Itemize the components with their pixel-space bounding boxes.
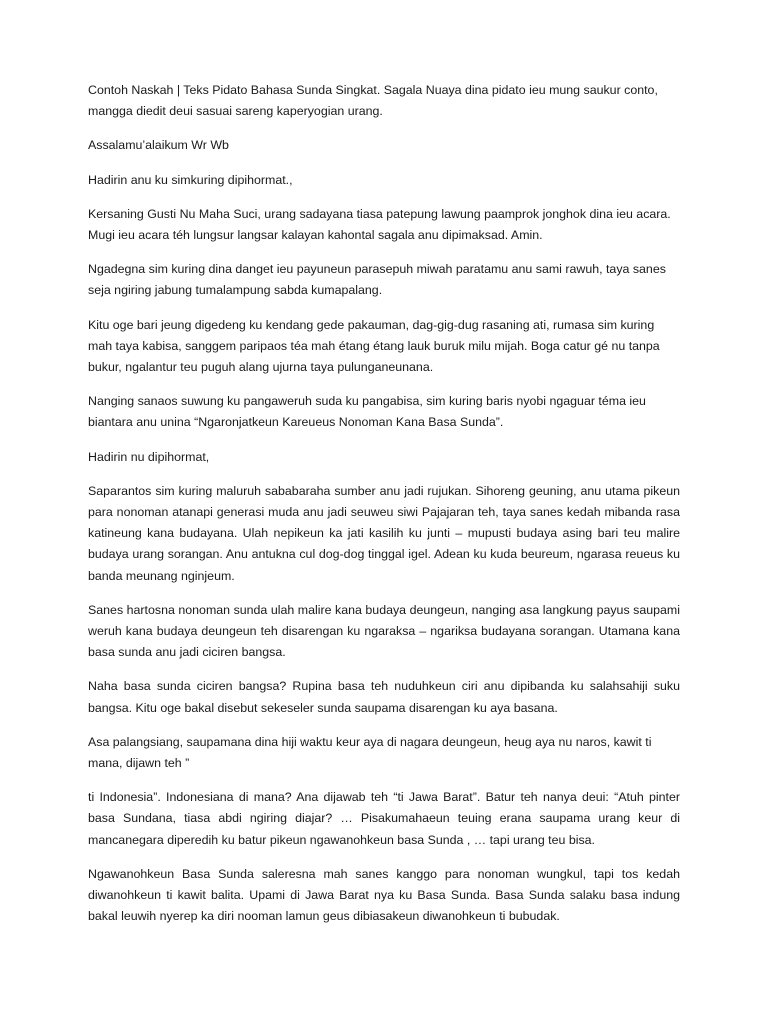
body-paragraph: Ngawanohkeun Basa Sunda saleresna mah sanes kanggo para nonoman wungkul, tapi tos kedah diwanohkeun ti kawit balita. Upami di Jawa Barat nya ku Basa Sunda. Basa Sunda salaku basa indung bakal leuwih nyerep ka diri nooman lamun geus dibiasakeun diwanohkeun ti bubudak. [88, 866, 680, 924]
body-paragraph: Nanging sanaos suwung ku pangaweruh suda ku pangabisa, sim kuring baris nyobi ngaguar téma ieu biantara anu unina “Ngaronjatkeun Kareueus Nonoman Kana Basa Sunda”. [88, 394, 646, 430]
body-paragraph: Kersaning Gusti Nu Maha Suci, urang sadayana tiasa patepung lawung paamprok jonghok dina ieu acara. Mugi ieu acara téh lungsur langsar kalayan kahontal sagala anu dipimaksad. Amin. [88, 206, 671, 243]
body-paragraph: ti Indonesia”. Indonesiana di mana? Ana dijawab teh “ti Jawa Barat”. Batur teh nanya deui: “Atuh pinter basa Sundana, tiasa abdi ngiring diajar? … Pisakumahaeun teuing erana saupama urang keur di mancanegara diperedih ku batur pikeun ngawanohkeun basa Sunda , … tapi urang teu bisa. [88, 790, 680, 847]
body-paragraph: Asa palangsiang, saupamana dina hiji waktu keur aya di nagara deungeun, heug aya nu naros, kawit ti mana, dijawn teh ” [88, 734, 652, 771]
greeting-paragraph: Assalamu’alaikum Wr Wb [88, 138, 229, 153]
document-page [88, 80, 680, 941]
intro-paragraph: Contoh Naskah | Teks Pidato Bahasa Sunda Singkat. Sagala Nuaya dina pidato ieu mung saukur conto, mangga diedit deui sasuai sareng kaperyogian urang. [88, 83, 658, 119]
body-paragraph: Saparantos sim kuring maluruh sababaraha sumber anu jadi rujukan. Sihoreng geuning, anu utama pikeun para nonoman atanapi generasi muda anu jadi seuweu siwi Pajajaran teh, taya sanes kedah mibanda rasa katineung kana budayana. Ulah nepikeun ka jati kasilih ku junti – mupusti budaya asing bari teu malire budaya urang sorangan. Anu antukna cul dog-dog tinggal igel. Adean ku kuda beureum, ngarasa reueus ku banda meunang nginjeum. [88, 483, 680, 583]
audience-address-paragraph: Hadirin anu ku simkuring dipihormat., [88, 172, 293, 187]
body-paragraph: Ngadegna sim kuring dina danget ieu payuneun parasepuh miwah paratamu anu sami rawuh, taya sanes seja ngiring jabung tumalampung sabda kumapalang. [88, 262, 666, 298]
body-paragraph: Sanes hartosna nonoman sunda ulah malire kana budaya deungeun, nanging asa langkung payus saupami weruh kana budaya deungeun teh disarengan ku ngaraksa – ngariksa budayana sorangan. Utamana kana basa sunda anu jadi ciciren bangsa. [88, 602, 680, 660]
body-paragraph: Naha basa sunda ciciren bangsa? Rupina basa teh nuduhkeun ciri anu dipibanda ku salahsahiji suku bangsa. Kitu oge bakal disebut sekeseler sunda saupama disarengan ku aya basana. [88, 679, 680, 715]
body-paragraph: Kitu oge bari jeung digedeng ku kendang gede pakauman, dag-gig-dug rasaning ati, rumasa sim kuring mah taya kabisa, sanggem paripaos téa mah étang étang lauk buruk milu mijah. Boga catur gé nu tanpa bukur, ngalantur teu puguh alang ujurna taya pulunganeunana. [88, 317, 660, 375]
audience-address-paragraph: Hadirin nu dipihormat, [88, 449, 210, 464]
